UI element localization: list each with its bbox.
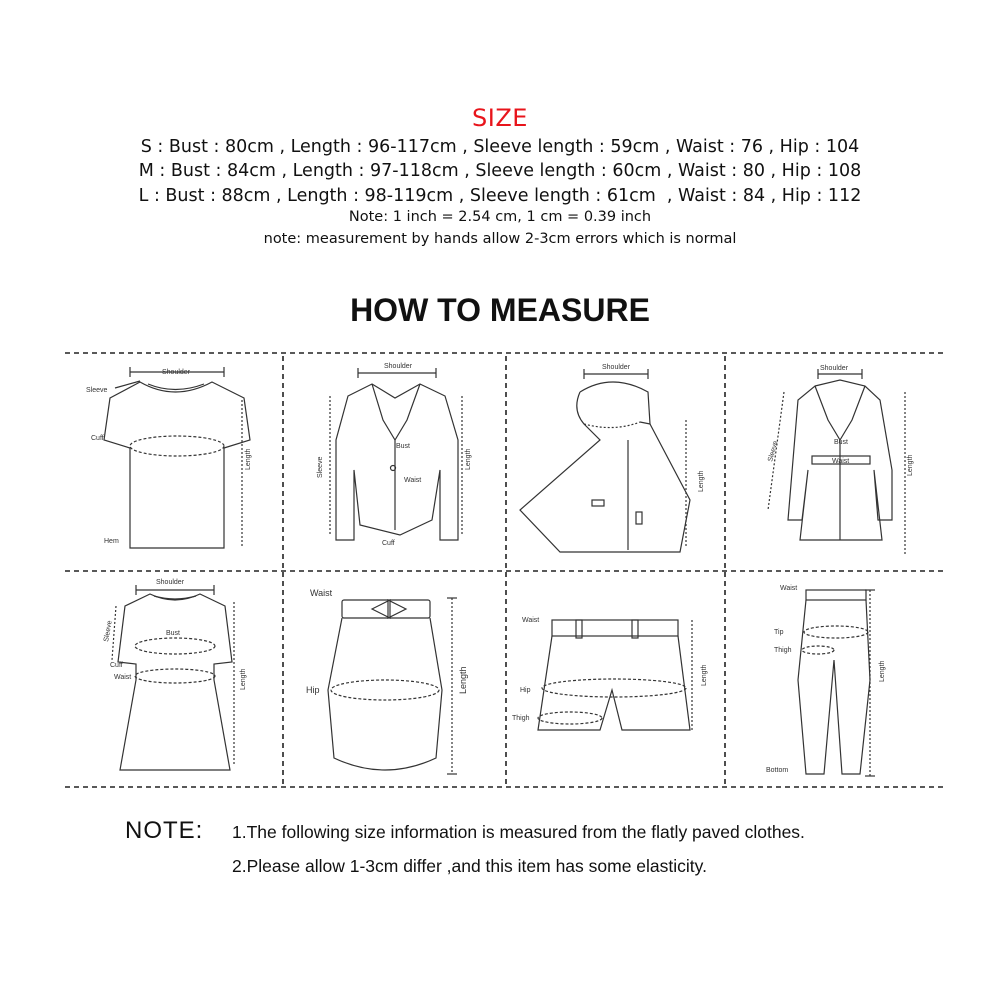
waist-label: Waist xyxy=(832,458,850,465)
blazer-diagram xyxy=(317,363,472,547)
sleeve-label: Sleeve xyxy=(86,387,108,394)
tshirt-diagram xyxy=(86,367,252,548)
waist-label: Waist xyxy=(522,617,540,624)
hip-label: Hip xyxy=(520,687,531,694)
size-row-m: M : Bust : 84cm , Length : 97-118cm , Sleeve length : 60cm , Waist : 80 , Hip : 108 xyxy=(138,161,862,181)
trousers-diagram xyxy=(766,585,886,776)
size-row-s: S : Bust : 80cm , Length : 96-117cm , Sleeve length : 59cm , Waist : 76 , Hip : 104 xyxy=(140,137,860,157)
thigh-label: Thigh xyxy=(774,647,792,654)
length-label: Length xyxy=(907,454,914,476)
cuff-label: Cuff xyxy=(91,435,104,442)
cuff-label: Cuff xyxy=(110,662,123,669)
thigh-label: Thigh xyxy=(512,715,530,722)
bust-label: Bust xyxy=(834,439,849,446)
length-label: Length xyxy=(698,470,705,492)
sleeve-label: Sleeve xyxy=(767,440,780,463)
dress-diagram xyxy=(103,579,247,770)
shorts-diagram xyxy=(512,617,708,730)
length-label: Length xyxy=(245,448,252,470)
cuff-label: Cuff xyxy=(382,540,395,547)
coat-diagram xyxy=(767,365,914,554)
bottom-label: Bottom xyxy=(766,767,789,774)
conversion-note: Note: 1 inch = 2.54 cm, 1 cm = 0.39 inch xyxy=(348,209,652,225)
hip-label: Hip xyxy=(306,685,320,695)
shoulder-label: Shoulder xyxy=(156,579,185,586)
shoulder-label: Shoulder xyxy=(820,365,849,372)
sleeve-label: Sleeve xyxy=(317,456,324,478)
size-title: SIZE xyxy=(472,104,528,132)
bust-label: Bust xyxy=(166,630,181,637)
note-line-2: 2.Please allow 1-3cm differ ,and this item has some elasticity. xyxy=(232,856,707,876)
size-row-l: L : Bust : 88cm , Length : 98-119cm , Sleeve length : 61cm , Waist : 84 , Hip : 112 xyxy=(138,186,862,206)
length-label: Length xyxy=(240,668,247,690)
cape-diagram xyxy=(520,364,705,552)
shoulder-label: Shoulder xyxy=(162,369,191,376)
how-to-measure-title: HOW TO MEASURE xyxy=(350,292,650,328)
length-label: Length xyxy=(465,448,472,470)
grid-lines xyxy=(65,353,945,787)
waist-label: Waist xyxy=(780,585,798,592)
waist-label: Waist xyxy=(310,588,333,598)
note-heading: NOTE: xyxy=(125,817,204,844)
length-label: Length xyxy=(701,664,708,686)
shoulder-label: Shoulder xyxy=(384,363,413,370)
note-line-1: 1.The following size information is measured from the flatly paved clothes. xyxy=(232,822,805,842)
sleeve-label: Sleeve xyxy=(103,620,114,643)
error-note: note: measurement by hands allow 2-3cm errors which is normal xyxy=(263,231,737,247)
length-label: Length xyxy=(879,660,886,682)
waist-label: Waist xyxy=(404,477,422,484)
shoulder-label: Shoulder xyxy=(602,364,631,371)
length-label: Length xyxy=(458,666,468,694)
tip-label: Tip xyxy=(774,629,784,636)
skirt-diagram xyxy=(306,588,468,774)
hem-label: Hem xyxy=(104,538,119,545)
waist-label: Waist xyxy=(114,674,132,681)
bust-label: Bust xyxy=(396,443,411,450)
